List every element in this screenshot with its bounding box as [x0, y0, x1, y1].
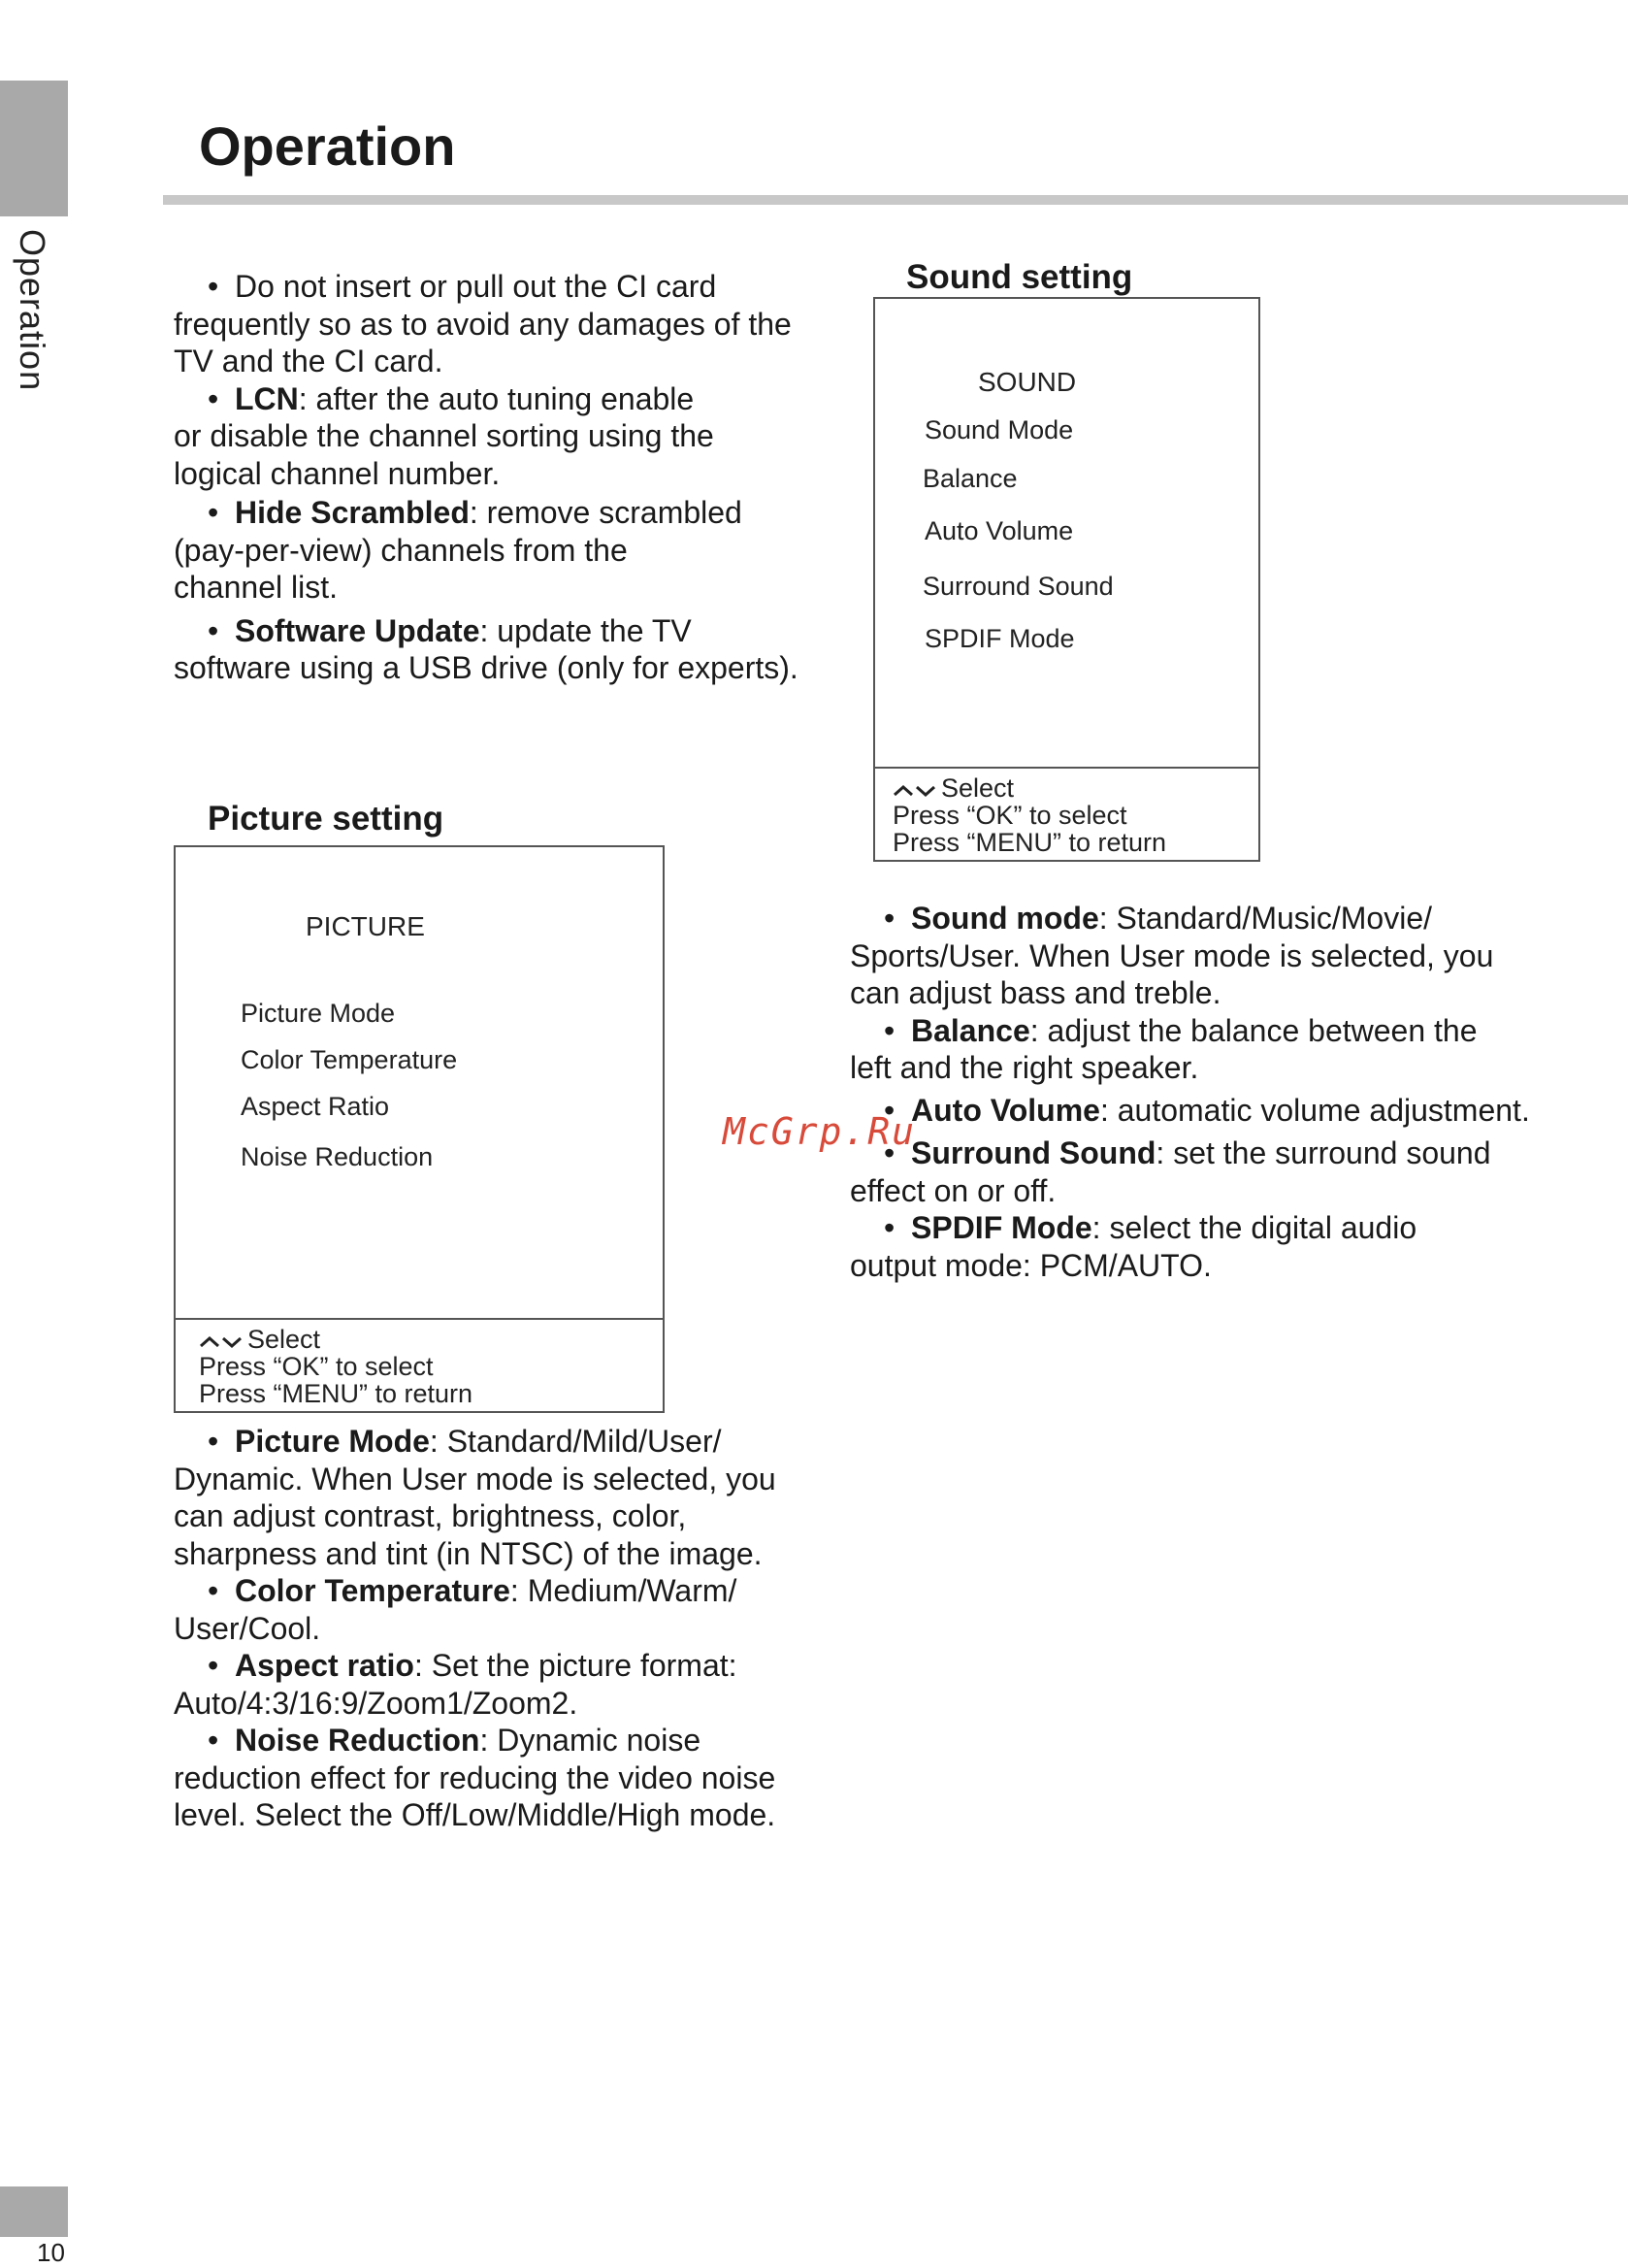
- hide-text-line: channel list.: [174, 570, 338, 605]
- av-text: : automatic volume adjustment.: [1099, 1092, 1530, 1128]
- side-label-text: Operation: [13, 229, 52, 392]
- sm-text-line: can adjust bass and treble.: [850, 975, 1221, 1010]
- term-sound-mode: Sound mode: [911, 901, 1099, 936]
- pm-text-line: can adjust contrast, brightness, color,: [174, 1498, 687, 1533]
- term-balance: Balance: [911, 1012, 1030, 1048]
- footer-menu: Press “MENU” to return: [199, 1379, 473, 1408]
- hide-text-line: (pay-per-view) channels from the: [174, 532, 628, 568]
- side-tab-marker: [0, 81, 68, 216]
- term-surround-sound: Surround Sound: [911, 1135, 1156, 1170]
- ct-text: : Medium/Warm/: [509, 1573, 737, 1608]
- sound-menu-title: SOUND: [978, 367, 1077, 397]
- lcn-text: : after the auto tuning enable: [298, 380, 695, 416]
- menu-item-sound-mode[interactable]: Sound Mode: [925, 415, 1074, 444]
- footer-ok: Press “OK” to select: [893, 801, 1127, 830]
- sound-menu-footer: [875, 767, 1258, 860]
- title-divider: [163, 195, 1628, 205]
- page-number-tab: [0, 2186, 68, 2237]
- term-picture-mode: Picture Mode: [235, 1424, 430, 1459]
- nr-text: : Dynamic noise: [479, 1723, 701, 1758]
- footer-ok: Press “OK” to select: [199, 1352, 434, 1381]
- footer-select: Select: [247, 1325, 321, 1354]
- lcn-text-line: or disable the channel sorting using the: [174, 418, 714, 453]
- menu-item-surround-sound[interactable]: Surround Sound: [923, 572, 1114, 601]
- bullet-text: • Do not insert or pull out the CI card: [174, 268, 716, 306]
- watermark: McGrp.Ru: [723, 1110, 917, 1153]
- sw-text-line: software using a USB drive (only for experts).: [174, 650, 798, 685]
- term-spdif-mode: SPDIF Mode: [911, 1210, 1092, 1245]
- term-software-update: Software Update: [235, 612, 480, 648]
- picture-setting-heading: Picture setting: [208, 800, 444, 838]
- ci-section: [174, 268, 814, 687]
- hide-text: : remove scrambled: [469, 495, 742, 530]
- sound-setting-heading: Sound setting: [906, 258, 1133, 296]
- footer-select: Select: [941, 773, 1015, 803]
- sound-descriptions: [850, 900, 1587, 1284]
- term-auto-volume: Auto Volume: [911, 1092, 1100, 1128]
- picture-menu: [174, 845, 665, 1413]
- pm-text-line: Dynamic. When User mode is selected, you: [174, 1461, 776, 1496]
- term-lcn: LCN: [235, 380, 299, 416]
- ar-text: : Set the picture format:: [413, 1648, 737, 1683]
- pm-text: : Standard/Mild/User/: [429, 1424, 722, 1459]
- up-down-arrows-icon: [893, 781, 937, 799]
- ss-text-line: effect on or off.: [850, 1172, 1057, 1208]
- menu-item-color-temperature[interactable]: Color Temperature: [241, 1045, 458, 1074]
- menu-item-aspect-ratio[interactable]: Aspect Ratio: [241, 1092, 390, 1121]
- page-number: 10: [37, 2238, 65, 2267]
- menu-item-spdif-mode[interactable]: SPDIF Mode: [925, 624, 1075, 653]
- term-aspect-ratio: Aspect ratio: [235, 1648, 414, 1683]
- picture-descriptions: [174, 1423, 833, 1834]
- page-title: Operation: [199, 115, 456, 177]
- term-hide-scrambled: Hide Scrambled: [235, 495, 470, 530]
- term-noise-reduction: Noise Reduction: [235, 1723, 480, 1758]
- ci-text-line: TV and the CI card.: [174, 344, 443, 378]
- sm-text: : Standard/Music/Movie/: [1098, 901, 1433, 936]
- pm-text-line: sharpness and tint (in NTSC) of the image.: [174, 1535, 763, 1571]
- ar-text-line: Auto/4:3/16:9/Zoom1/Zoom2.: [174, 1685, 578, 1721]
- sm-text-line: Sports/User. When User mode is selected, you: [850, 937, 1494, 973]
- term-color-temperature: Color Temperature: [235, 1573, 510, 1608]
- nr-text-line: reduction effect for reducing the video noise: [174, 1759, 776, 1795]
- ss-text: : set the surround sound: [1156, 1135, 1491, 1170]
- bal-text-line: left and the right speaker.: [850, 1050, 1199, 1085]
- menu-item-balance[interactable]: Balance: [923, 464, 1018, 493]
- picture-menu-title: PICTURE: [306, 911, 425, 941]
- ci-text-line: frequently so as to avoid any damages of the: [174, 306, 792, 342]
- footer-menu: Press “MENU” to return: [893, 828, 1167, 857]
- sp-text-line: output mode: PCM/AUTO.: [850, 1247, 1212, 1283]
- sound-menu: [873, 297, 1260, 862]
- lcn-text-line: logical channel number.: [174, 455, 501, 491]
- sp-text: : select the digital audio: [1091, 1210, 1417, 1245]
- menu-item-auto-volume[interactable]: Auto Volume: [925, 516, 1074, 545]
- ct-text-line: User/Cool.: [174, 1610, 321, 1646]
- sw-text: : update the TV: [479, 612, 692, 648]
- bal-text: : adjust the balance between the: [1029, 1012, 1478, 1048]
- up-down-arrows-icon: [199, 1332, 244, 1350]
- nr-text-line: level. Select the Off/Low/Middle/High mode.: [174, 1797, 776, 1832]
- menu-item-picture-mode[interactable]: Picture Mode: [241, 999, 396, 1028]
- menu-item-noise-reduction[interactable]: Noise Reduction: [241, 1142, 434, 1171]
- picture-menu-footer: [176, 1318, 663, 1411]
